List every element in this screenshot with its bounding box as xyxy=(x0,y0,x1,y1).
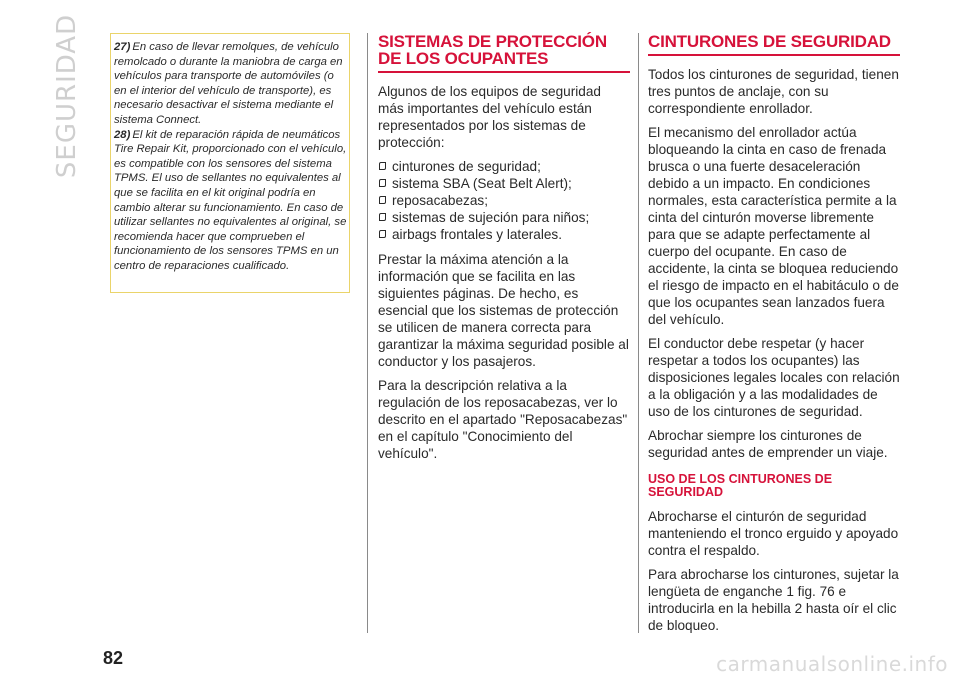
section-tab-label: SEGURIDAD xyxy=(52,13,82,179)
bullet-icon xyxy=(379,179,386,187)
body-paragraph: Para abrocharse los cinturones, sujetar la lengüeta de enganche 1 fig. 76 e introducirla en la hebilla 2 hasta oír el clic de bloqueo. xyxy=(648,567,899,633)
body-paragraph: El mecanismo del enrollador actúa bloqueando la cinta en caso de frenada brusca o una fuerte desaceleración debido a un impacto. En condiciones normales, esta característica permite a la cinta del cinturón moverse libremente para que se adapte perfectamente al cuerpo del ocupante. En caso de accidente, la cinta se bloquea reduciendo el riesgo de impacto en el habitáculo o de que los ocupantes sean lanzados fuera del vehículo. xyxy=(648,125,899,327)
section-tab xyxy=(50,13,84,179)
page-number: 82 xyxy=(103,648,124,668)
list-item xyxy=(378,226,630,243)
bullet-icon xyxy=(379,196,386,204)
footnote-text: El kit de reparación rápida de neumáticos Tire Repair Kit, proporcionado con el vehículo, es compatible con los sensores del sistema TPMS. El uso de sellantes no equivalentes al que se facilita en el kit original podría en cambio alterar su funcionamiento. En caso de utilizar sellantes no equivalentes al original, se recomienda hacer que comprueben el funcionamiento de los sensores TPMS en un centro de reparaciones cualificado. xyxy=(114,128,347,272)
protection-systems-list xyxy=(378,158,630,243)
body-paragraph: Todos los cinturones de seguridad, tienen tres puntos de anclaje, con su correspondiente enrollador. xyxy=(648,67,899,116)
list-item-text: reposacabezas; xyxy=(392,193,488,208)
list-item xyxy=(378,209,630,226)
footnote xyxy=(114,128,347,274)
list-item xyxy=(378,158,630,175)
watermark: carmanualsonline.info xyxy=(716,652,948,676)
list-item-text: cinturones de seguridad; xyxy=(392,159,541,174)
column-divider xyxy=(367,33,368,633)
bullet-icon xyxy=(379,213,386,221)
intro-paragraph: Algunos de los equipos de seguridad más importantes del vehículo están representados por los sistemas de protección: xyxy=(378,84,601,150)
body-paragraph: Para la descripción relativa a la regulación de los reposacabezas, ver lo descrito en el apartado "Reposacabezas" en el capítulo "Conocimiento del vehículo". xyxy=(378,378,628,461)
list-item-text: sistema SBA (Seat Belt Alert); xyxy=(392,176,572,191)
body-paragraph: Abrochar siempre los cinturones de seguridad antes de emprender un viaje. xyxy=(648,428,888,460)
body-paragraph: El conductor debe respetar (y hacer respetar a todos los ocupantes) las disposiciones legales locales con relación a la obligación y a las modalidades de uso de los cinturones de seguridad. xyxy=(648,336,900,419)
list-item-text: airbags frontales y laterales. xyxy=(392,227,563,242)
bullet-icon xyxy=(379,162,386,170)
footnote-number: 28) xyxy=(114,128,131,141)
footnote-number: 27) xyxy=(114,41,131,53)
list-item xyxy=(378,192,630,209)
subsection-heading: USO DE LOS CINTURONES DE SEGURIDAD xyxy=(648,472,833,499)
bullet-icon xyxy=(379,230,386,238)
section-heading: SISTEMAS DE PROTECCIÓN DE LOS OCUPANTES xyxy=(378,33,630,73)
footnote-text: En caso de llevar remolques, de vehículo remolcado o durante la maniobra de carga en vehículos para transporte de automóviles (o en el interior del vehículo de transporte), es necesario desactivar el sistema mediante el sistema Connect. xyxy=(114,41,343,126)
seat-belts-column xyxy=(648,33,900,641)
column-divider xyxy=(638,33,639,633)
body-paragraph: Abrocharse el cinturón de seguridad manteniendo el tronco erguido y apoyado contra el respaldo. xyxy=(648,509,899,558)
footnotes-box xyxy=(110,33,350,293)
protection-systems-column xyxy=(378,33,630,469)
section-heading: CINTURONES DE SEGURIDAD xyxy=(648,33,900,56)
body-paragraph: Prestar la máxima atención a la información que se facilita en las siguientes páginas. De hecho, es esencial que los sistemas de protección se utilicen de manera correcta para garantizar la máxima seguridad posible al conductor y los pasajeros. xyxy=(378,252,629,369)
list-item-text: sistemas de sujeción para niños; xyxy=(392,210,590,225)
footnote xyxy=(114,40,347,128)
list-item xyxy=(378,175,630,192)
